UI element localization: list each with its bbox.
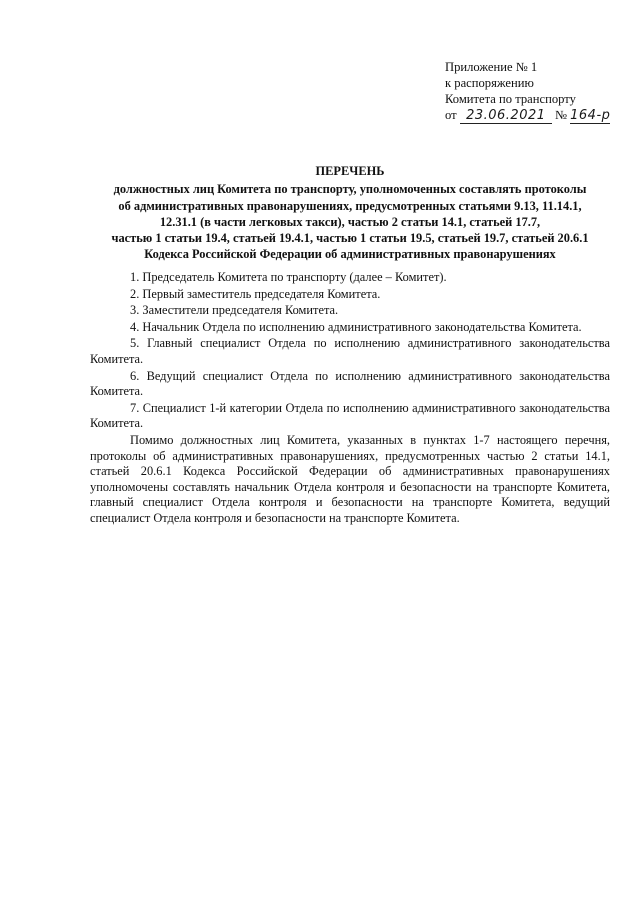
list-item: 7. Специалист 1-й категории Отдела по исполнению административного законодательства Комитета.	[90, 400, 610, 431]
list-item: 3. Заместители председателя Комитета.	[130, 303, 339, 318]
heading-line-5: Кодекса Российской Федерации об административных правонарушениях	[144, 247, 556, 262]
appendix-date-number-line	[445, 107, 625, 125]
heading-line-2: об административных правонарушениях, предусмотренных статьями 9.13, 11.14.1,	[118, 198, 582, 213]
list-item: 2. Первый заместитель председателя Комитета.	[130, 286, 381, 301]
appendix-number: Приложение № 1	[445, 60, 538, 74]
appendix-header	[445, 59, 625, 125]
appendix-order-ref: к распоряжению	[445, 76, 534, 90]
heading-line-4: частью 1 статьи 19.4, статьей 19.4.1, частью 1 статьи 19.5, статьей 19.7, статьей 20.6.1	[111, 231, 589, 246]
heading-line-1: должностных лиц Комитета по транспорту, уполномоченных составлять протоколы	[113, 182, 587, 197]
document-heading	[90, 163, 610, 263]
appendix-committee: Комитета по транспорту	[445, 92, 576, 106]
document-body	[90, 270, 610, 527]
list-item: 5. Главный специалист Отдела по исполнению административного законодательства Комитета.	[90, 336, 610, 366]
additional-note-paragraph: Помимо должностных лиц Комитета, указанных в пунктах 1-7 настоящего перечня, протоколы об административных правонарушениях, предусмотренных частью 2 статьи 14.1, статьей 20.6.1 Кодекса Российской Федерации об административных правонарушениях уполномочены составлять начальник Отдела контроля и безопасности на транспорте Комитета, главный специалист Отдела контроля и безопасности на транспорте Комитета, ведущий специалист Отдела контроля и безопасности на транспорте Комитета.	[90, 432, 610, 525]
from-label: от	[445, 108, 457, 122]
document-title: ПЕРЕЧЕНЬ	[315, 164, 385, 178]
number-label: №	[554, 108, 567, 122]
heading-line-3: 12.31.1 (в части легковых такси), частью 2 статьи 14.1, статьей 17.7,	[159, 214, 541, 229]
handwritten-date: 23.06.2021	[460, 109, 552, 124]
handwritten-number: 164-р	[570, 108, 611, 123]
list-item: 6. Ведущий специалист Отдела по исполнению административного законодательства Комитета.	[90, 368, 610, 399]
list-item: 1. Председатель Комитета по транспорту (далее – Комитет).	[130, 270, 447, 284]
list-item: 4. Начальник Отдела по исполнению административного законодательства Комитета.	[130, 319, 582, 334]
